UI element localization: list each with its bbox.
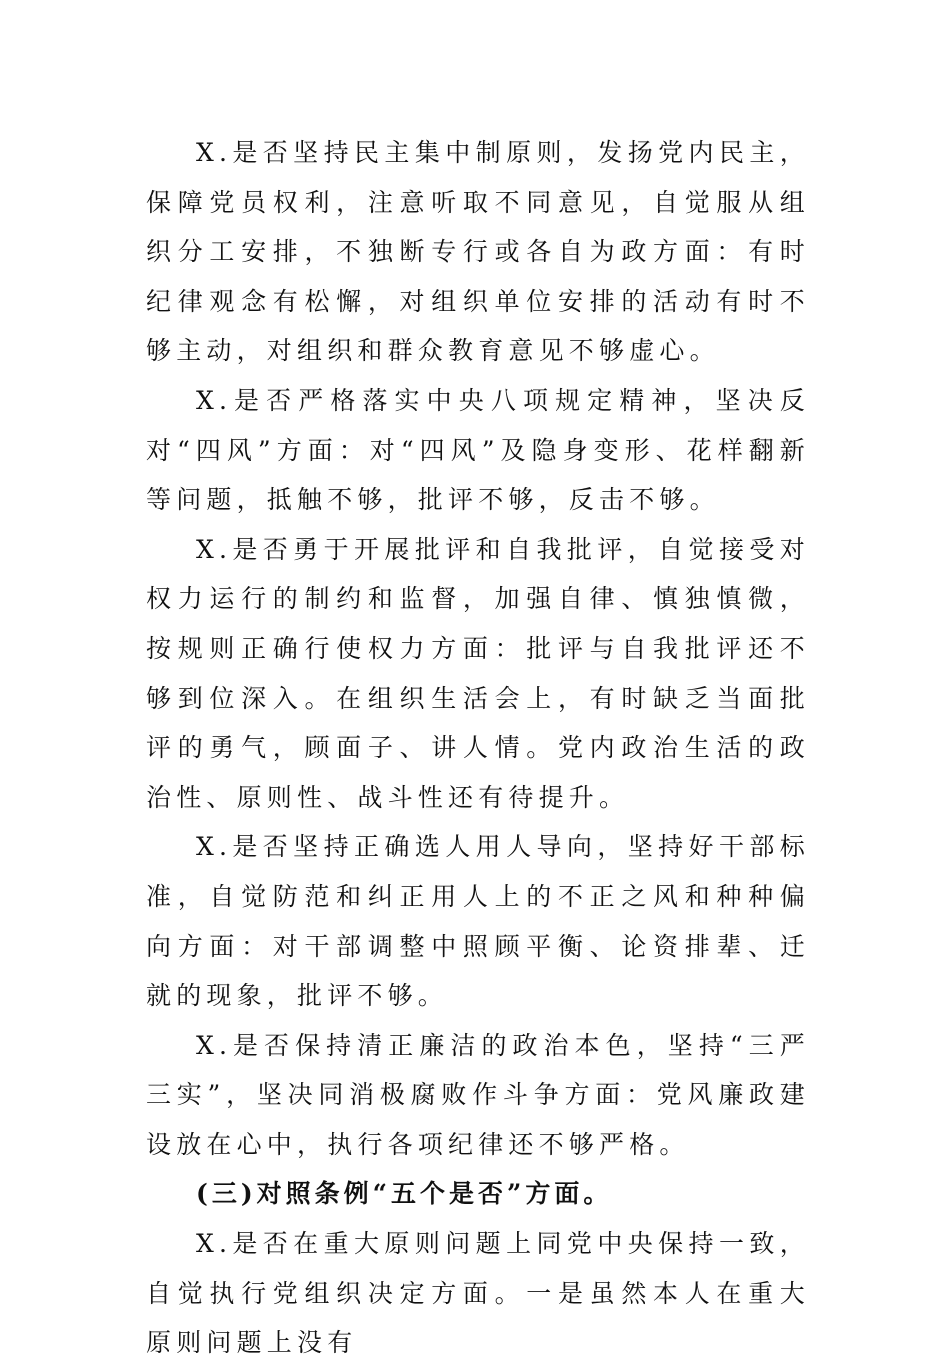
section-heading: (三)对照条例“五个是否”方面。 — [196, 1179, 613, 1209]
paragraph-personnel-selection: X.是否坚持正确选人用人导向，坚持好干部标准，自觉防范和纠正用人上的不正之风和种种偏向方面：对干部调整中照顾平衡、论资排辈、迁就的现象，批评不够。 — [146, 832, 810, 1011]
paragraph-eight-rules: X.是否严格落实中央八项规定精神，坚决反对“四风”方面：对“四风”及隐身变形、花样翻新等问题，抵触不够，批评不够，反击不够。 — [146, 385, 810, 515]
paragraph-criticism: X.是否勇于开展批评和自我批评，自觉接受对权力运行的制约和监督，加强自律、慎独慎微，按规则正确行使权力方面：批评与自我批评还不够到位深入。在组织生活会上，有时缺乏当面批评的勇气，顾面子、讲人情。党内政治生活的政治性、原则性、战斗性还有待提升。 — [146, 534, 810, 812]
paragraph-major-principles: X.是否在重大原则问题上同党中央保持一致，自觉执行党组织决定方面。一是虽然本人在重大原则问题上没有 — [146, 1229, 810, 1358]
paragraph-democratic-centralism: X.是否坚持民主集中制原则，发扬党内民主，保障党员权利，注意听取不同意见，自觉服从组织分工安排，不独断专行或各自为政方面：有时纪律观念有松懈，对组织单位安排的活动有时不够主动，对组织和群众教育意见不够虚心。 — [146, 138, 810, 366]
document-body — [146, 128, 810, 1368]
paragraph-integrity: X.是否保持清正廉洁的政治本色，坚持“三严三实”，坚决同消极腐败作斗争方面：党风廉政建设放在心中，执行各项纪律还不够严格。 — [146, 1030, 810, 1159]
